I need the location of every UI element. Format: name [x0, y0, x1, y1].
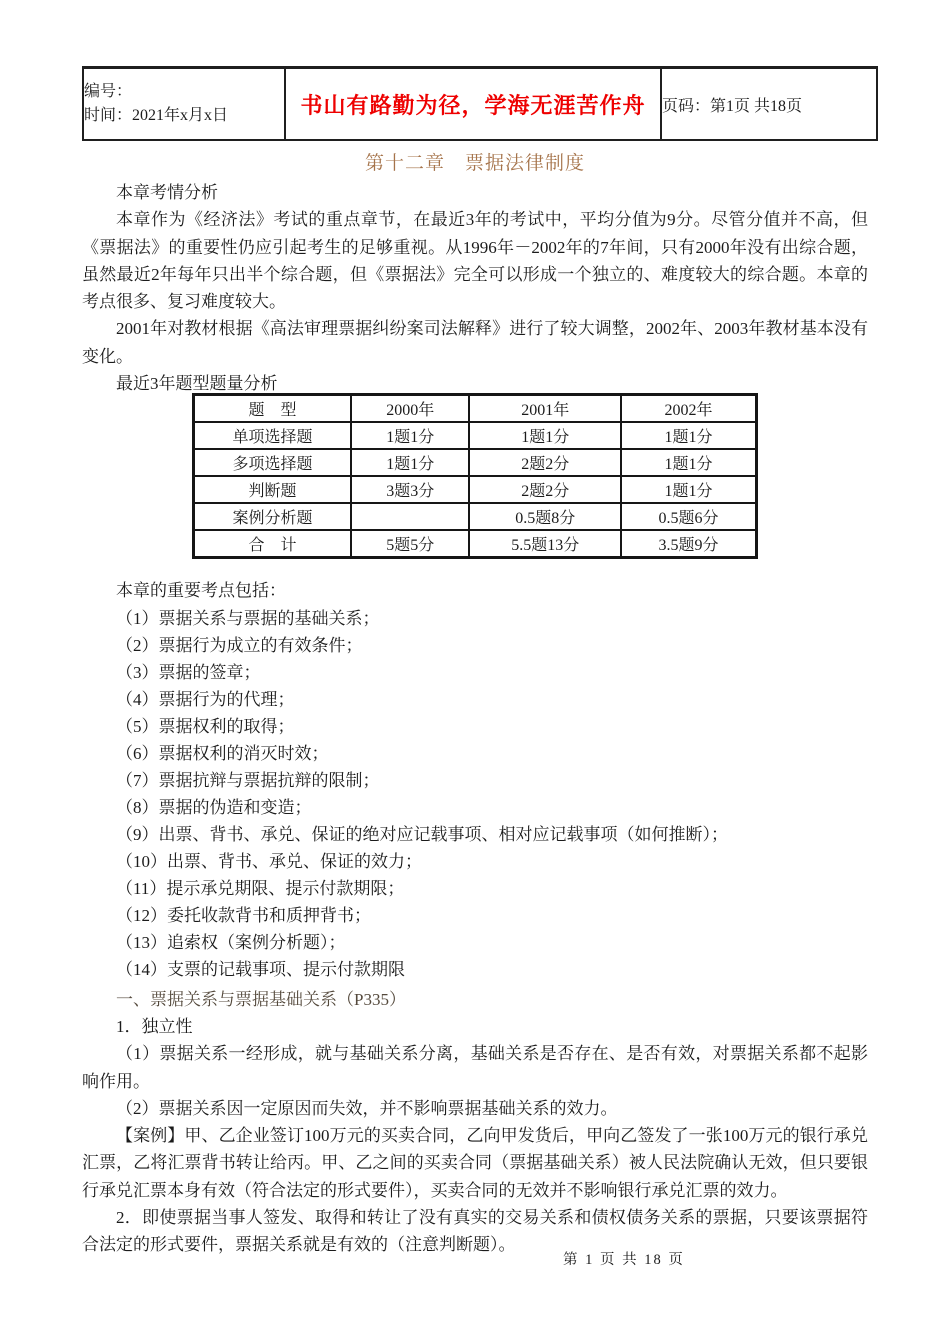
key-point-item: （9）出票、背书、承兑、保证的绝对应记载事项、相对应记载事项（如何推断）；: [116, 824, 728, 844]
header-motto-cell: [285, 68, 661, 141]
stats-cell: 判断题: [194, 476, 352, 503]
table-row: [194, 503, 757, 530]
stats-cell: 2题2分: [469, 476, 621, 503]
page-number-footer: 第 1 页 共 18 页: [563, 1252, 685, 1268]
stats-cell: 1题1分: [351, 449, 469, 476]
stats-cell: 合 计: [194, 530, 352, 558]
exam-analysis-heading: 本章考情分析: [116, 183, 218, 202]
key-point-item: （4）票据行为的代理；: [116, 689, 295, 709]
paragraph-exam-overview: 本章作为《经济法》考试的重点章节，在最近3年的考试中，平均分值为9分。尽管分值并不高，但《票据法》的重要性仍应引起考生的足够重视。从1996年－2002年的7年间，只有2000年没有出综合题，虽然最近2年每年只出半个综合题，但《票据法》完全可以形成一个独立的、难度较大的综合题。本章的考点很多、复习难度较大。: [82, 210, 868, 312]
key-point-item: （5）票据权利的取得；: [116, 716, 295, 736]
stats-header-cell: 2001年: [469, 395, 621, 423]
stats-cell: 1题1分: [621, 476, 756, 503]
stats-cell: 0.5题6分: [621, 503, 756, 530]
key-point-item: （11）提示承兑期限、提示付款期限；: [116, 878, 405, 898]
table-row: [194, 422, 757, 449]
stats-cell: 1题1分: [621, 422, 756, 449]
chapter-title: 第十二章 票据法律制度: [364, 153, 585, 174]
stats-table-intro: 最近3年题型题量分析: [116, 374, 278, 394]
stats-header-row: [194, 395, 757, 423]
stats-cell: 1题1分: [621, 449, 756, 476]
header-page-cell: [661, 68, 877, 141]
stats-cell: 1题1分: [351, 422, 469, 449]
stats-cell: 1题1分: [469, 422, 621, 449]
paragraph-textbook-changes: 2001年对教材根据《高法审理票据纠纷案司法解释》进行了较大调整，2002年、2003年教材基本没有变化。: [82, 319, 868, 366]
key-point-item: （10）出票、背书、承兑、保证的效力；: [116, 851, 422, 871]
page-header-table: [82, 66, 878, 141]
stats-cell: 多项选择题: [194, 449, 352, 476]
header-meta-cell: [83, 68, 285, 141]
stats-cell: 5.5题13分: [469, 530, 621, 558]
header-page-label: 页码：第1页 共18页: [662, 97, 803, 115]
stats-cell: [351, 503, 469, 530]
stats-header-cell: 题 型: [194, 395, 352, 423]
key-point-item: （2）票据行为成立的有效条件；: [116, 635, 363, 655]
key-point-item: （1）票据关系与票据的基础关系；: [116, 608, 380, 628]
table-row: [194, 476, 757, 503]
key-point-item: （3）票据的签章；: [116, 662, 261, 682]
case-example-paragraph: 【案例】甲、乙企业签订100万元的买卖合同，乙向甲发货后，甲向乙签发了一张100万元的银行承兑汇票，乙将汇票背书转让给丙。甲、乙之间的买卖合同（票据基础关系）被人民法院确认无效，但只要银行承兑汇票本身有效（符合法定的形式要件），买卖合同的无效并不影响银行承兑汇票的效力。: [82, 1126, 868, 1200]
stats-cell: 2题2分: [469, 449, 621, 476]
stats-cell: 3题3分: [351, 476, 469, 503]
stats-cell: 0.5题8分: [469, 503, 621, 530]
stats-cell: 单项选择题: [194, 422, 352, 449]
key-point-item: （8）票据的伪造和变造；: [116, 797, 312, 817]
question-stats-table: [192, 393, 758, 559]
table-row: [194, 449, 757, 476]
subsection-independence-heading: 1．独立性: [116, 1016, 193, 1036]
key-point-item: （13）追索权（案例分析题）；: [116, 932, 346, 952]
key-point-item: （12）委托收款背书和质押背书；: [116, 905, 371, 925]
stats-cell: 3.5题9分: [621, 530, 756, 558]
stats-header-cell: 2002年: [621, 395, 756, 423]
doc-number-label: 编号：: [84, 83, 133, 100]
key-point-item: （14）支票的记载事项、提示付款期限: [116, 959, 405, 979]
header-motto-text: 书山有路勤为径，学海无涯苦作舟: [300, 92, 646, 118]
doc-time-label: 时间：2021年x月x日: [84, 107, 229, 124]
independence-point-2: （2）票据关系因一定原因而失效，并不影响票据基础关系的效力。: [116, 1098, 618, 1118]
stats-header-cell: 2000年: [351, 395, 469, 423]
table-row: [194, 530, 757, 558]
section-one-heading: 一、票据关系与票据基础关系（P335）: [116, 989, 406, 1009]
key-points-intro: 本章的重要考点包括：: [116, 581, 286, 601]
independence-point-3: 2．即使票据当事人签发、取得和转让了没有真实的交易关系和债权债务关系的票据，只要该票据符合法定的形式要件，票据关系就是有效的（注意判断题）。: [82, 1208, 868, 1255]
key-point-item: （6）票据权利的消灭时效；: [116, 743, 329, 763]
key-point-item: （7）票据抗辩与票据抗辩的限制；: [116, 770, 380, 790]
stats-cell: 案例分析题: [194, 503, 352, 530]
stats-cell: 5题5分: [351, 530, 469, 558]
key-points-list: [82, 605, 868, 983]
independence-point-1: （1）票据关系一经形成，就与基础关系分离，基础关系是否存在、是否有效，对票据关系都不起影响作用。: [82, 1044, 868, 1091]
